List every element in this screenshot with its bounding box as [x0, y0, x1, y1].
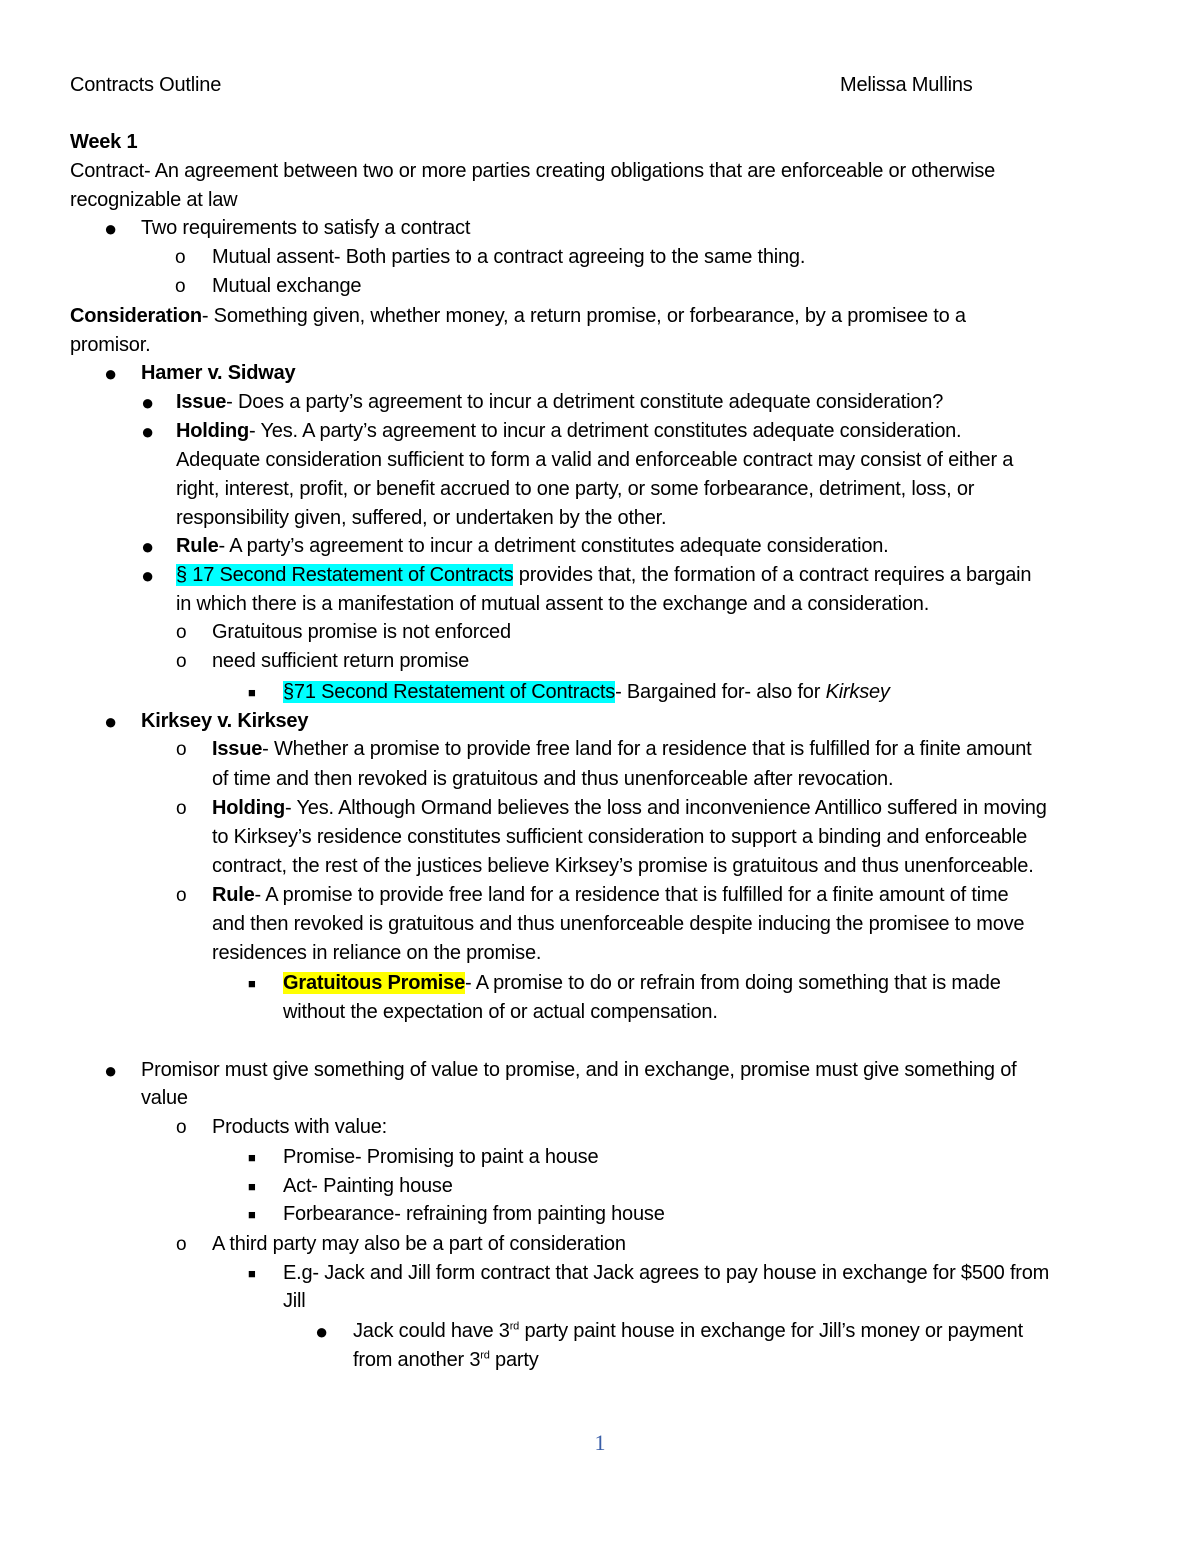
issue-text: - Does a party’s agreement to incur a detriment constitute adequate consideration? — [226, 391, 944, 413]
consideration-definition-cont: promisor. — [70, 334, 151, 356]
example-jack-jill-cont: Jill — [283, 1290, 306, 1312]
jack-third-party-cont — [353, 1346, 539, 1375]
bullet-icon: ● — [104, 1058, 118, 1083]
jack-text-a: Jack could have 3 — [353, 1320, 510, 1342]
hamer-holding-cont: Adequate consideration sufficient to form a valid and enforceable contract may consist of either a — [176, 449, 1014, 471]
hamer-holding-cont: responsibility given, suffered, or undertaken by the other. — [176, 507, 667, 529]
gratuitous-promise-def — [283, 969, 1001, 998]
issue-label: Issue — [212, 738, 263, 760]
mutual-assent: Mutual assent- Both parties to a contract agreeing to the same thing. — [212, 246, 806, 268]
square-bullet-icon: ■ — [248, 1150, 256, 1165]
example-jack-jill: E.g- Jack and Jill form contract that Jack agrees to pay house in exchange for $500 from — [283, 1262, 1050, 1284]
kirksey-holding-cont: contract, the rest of the justices believe Kirksey’s promise is gratuitous and thus unenforceable. — [212, 855, 1034, 877]
kirksey-issue — [212, 735, 1032, 764]
need-return-promise: need sufficient return promise — [212, 650, 470, 672]
gratuitous-promise-text: - A promise to do or refrain from doing something that is made — [465, 972, 1001, 994]
square-bullet-icon: ■ — [248, 1179, 256, 1194]
bullet-icon: ● — [315, 1319, 329, 1344]
week-heading: Week 1 — [70, 131, 138, 153]
jack-text-c: from another 3 — [353, 1349, 481, 1371]
hamer-rule — [176, 532, 889, 561]
hamer-holding-cont: right, interest, profit, or benefit accrued to one party, or some forbearance, detriment, loss, or — [176, 478, 975, 500]
holding-text: - Yes. Although Ormand believes the loss and inconvenience Antillico suffered in moving — [285, 797, 1047, 819]
bullet-icon: ● — [141, 419, 155, 444]
restatement-17-highlight: § 17 Second Restatement of Contracts — [176, 564, 514, 586]
case-hamer-title: Hamer v. Sidway — [141, 362, 296, 384]
doc-title: Contracts Outline — [70, 74, 222, 96]
bullet-icon: ● — [104, 709, 118, 734]
restatement-71-case: Kirksey — [825, 681, 890, 703]
restatement-71 — [283, 678, 890, 707]
circle-bullet-icon: o — [175, 247, 186, 268]
requirements-intro: Two requirements to satisfy a contract — [141, 217, 471, 239]
case-kirksey-title: Kirksey v. Kirksey — [141, 710, 309, 732]
bullet-icon: ● — [141, 563, 155, 588]
square-bullet-icon: ■ — [248, 685, 256, 700]
jack-third-party — [353, 1317, 1023, 1346]
page-number: 1 — [594, 1430, 606, 1455]
kirksey-rule-cont: and then revoked is gratuitous and thus unenforceable despite inducing the promisee to move — [212, 913, 1025, 935]
doc-author: Melissa Mullins — [840, 74, 973, 96]
circle-bullet-icon: o — [176, 622, 187, 643]
kirksey-rule-cont: residences in reliance on the promise. — [212, 942, 542, 964]
hamer-issue — [176, 388, 943, 417]
holding-text: - Yes. A party’s agreement to incur a detriment constitutes adequate consideration. — [249, 420, 962, 442]
kirksey-holding — [212, 794, 1047, 823]
circle-bullet-icon: o — [176, 1117, 187, 1138]
holding-label: Holding — [212, 797, 286, 819]
restatement-71-highlight: §71 Second Restatement of Contracts — [283, 681, 616, 703]
issue-label: Issue — [176, 391, 227, 413]
circle-bullet-icon: o — [176, 651, 187, 672]
issue-text: - Whether a promise to provide free land for a residence that is fulfilled for a finite amount — [262, 738, 1032, 760]
restatement-17-cont: in which there is a manifestation of mutual assent to the exchange and a consideration. — [176, 593, 930, 615]
product-forbearance: Forbearance- refraining from painting house — [283, 1203, 665, 1225]
rule-label: Rule — [176, 535, 219, 557]
bullet-icon: ● — [141, 390, 155, 415]
rule-label: Rule — [212, 884, 255, 906]
gratuitous-not-enforced: Gratuitous promise is not enforced — [212, 621, 511, 643]
bullet-icon: ● — [104, 361, 118, 386]
ordinal-suffix: rd — [509, 1320, 520, 1333]
restatement-17-text: provides that, the formation of a contract requires a bargain — [513, 564, 1032, 586]
circle-bullet-icon: o — [176, 798, 187, 819]
jack-text-b: party paint house in exchange for Jill’s money or payment — [519, 1320, 1023, 1342]
rule-text: - A promise to provide free land for a residence that is fulfilled for a finite amount of time — [254, 884, 1009, 906]
product-promise: Promise- Promising to paint a house — [283, 1146, 599, 1168]
contract-definition: Contract- An agreement between two or more parties creating obligations that are enforceable or otherwise — [70, 160, 996, 182]
rule-text: - A party’s agreement to incur a detriment constitutes adequate consideration. — [218, 535, 889, 557]
circle-bullet-icon: o — [176, 885, 187, 906]
products-with-value: Products with value: — [212, 1116, 387, 1138]
holding-label: Holding — [176, 420, 250, 442]
kirksey-holding-cont: to Kirksey’s residence constitutes sufficient consideration to support a binding and enforceable — [212, 826, 1028, 848]
kirksey-rule — [212, 881, 1008, 910]
ordinal-suffix: rd — [480, 1349, 490, 1362]
third-party-consideration: A third party may also be a part of consideration — [212, 1233, 626, 1255]
consideration-term: Consideration — [70, 305, 202, 327]
gratuitous-promise-cont: without the expectation of or actual compensation. — [283, 1001, 718, 1023]
contract-definition-cont: recognizable at law — [70, 189, 238, 211]
restatement-71-text: - Bargained for- also for — [615, 681, 826, 703]
square-bullet-icon: ■ — [248, 1266, 256, 1281]
square-bullet-icon: ■ — [248, 976, 256, 991]
product-act: Act- Painting house — [283, 1175, 453, 1197]
kirksey-issue-cont: of time and then revoked is gratuitous and thus unenforceable after revocation. — [212, 768, 894, 790]
restatement-17 — [176, 561, 1031, 590]
bullet-icon: ● — [141, 534, 155, 559]
circle-bullet-icon: o — [176, 739, 187, 760]
promisor-value-cont: value — [141, 1087, 188, 1109]
mutual-exchange: Mutual exchange — [212, 275, 362, 297]
square-bullet-icon: ■ — [248, 1207, 256, 1222]
bullet-icon: ● — [104, 216, 118, 241]
promisor-value: Promisor must give something of value to promise, and in exchange, promise must give something of — [141, 1059, 1017, 1081]
jack-text-d: party — [489, 1349, 539, 1371]
hamer-holding — [176, 417, 961, 446]
gratuitous-promise-highlight: Gratuitous Promise — [283, 972, 465, 994]
circle-bullet-icon: o — [175, 276, 186, 297]
circle-bullet-icon: o — [176, 1234, 187, 1255]
consideration-definition — [70, 302, 966, 331]
consideration-text: - Something given, whether money, a return promise, or forbearance, by a promisee to a — [201, 305, 966, 327]
